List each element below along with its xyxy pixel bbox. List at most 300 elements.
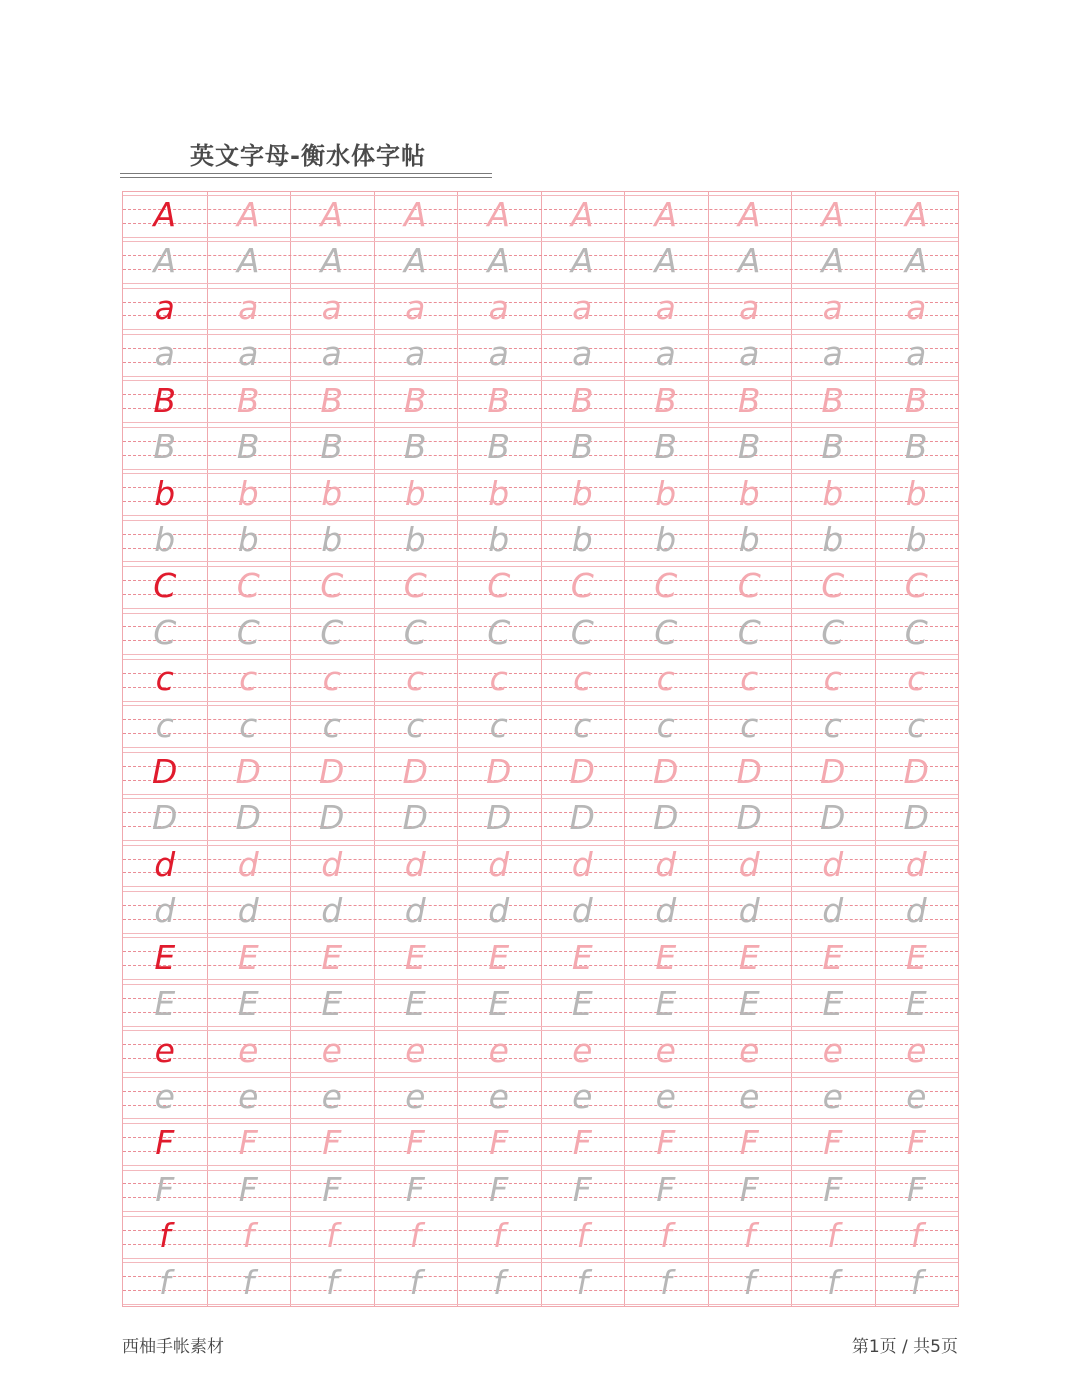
trace-letter: A xyxy=(570,241,594,281)
trace-letter: F xyxy=(405,1169,425,1209)
practice-cell xyxy=(207,331,291,377)
practice-row xyxy=(123,795,958,841)
trace-letter: F xyxy=(572,1169,592,1209)
practice-cell xyxy=(875,1167,959,1213)
practice-cell xyxy=(123,1074,207,1120)
trace-letter: a xyxy=(488,287,509,327)
practice-cell xyxy=(708,424,792,470)
trace-letter: d xyxy=(404,844,426,884)
practice-cell xyxy=(875,471,959,517)
practice-cell xyxy=(123,517,207,563)
practice-cell xyxy=(541,981,625,1027)
trace-letter: a xyxy=(488,334,509,374)
model-letter: E xyxy=(154,937,176,977)
practice-cell xyxy=(708,378,792,424)
practice-cell xyxy=(290,1028,374,1074)
trace-letter: D xyxy=(569,798,595,838)
trace-letter: C xyxy=(821,566,845,606)
practice-cell xyxy=(791,1260,875,1306)
trace-letter: e xyxy=(655,1030,676,1070)
practice-cell xyxy=(624,1260,708,1306)
trace-letter: F xyxy=(238,1123,258,1163)
practice-cell xyxy=(374,238,458,284)
practice-cell xyxy=(374,285,458,331)
practice-cell xyxy=(541,192,625,238)
trace-letter: D xyxy=(319,798,345,838)
trace-letter: c xyxy=(322,705,341,745)
trace-letter: a xyxy=(572,287,593,327)
trace-letter: b xyxy=(154,519,176,559)
practice-cell xyxy=(457,1074,541,1120)
trace-letter: b xyxy=(822,473,844,513)
practice-cell xyxy=(290,378,374,424)
practice-cell xyxy=(123,703,207,749)
trace-letter: E xyxy=(905,937,927,977)
practice-cell xyxy=(541,1074,625,1120)
trace-letter: E xyxy=(404,937,426,977)
trace-letter: D xyxy=(486,798,512,838)
trace-letter: B xyxy=(737,380,761,420)
trace-letter: d xyxy=(321,844,343,884)
trace-letter: e xyxy=(655,1076,676,1116)
practice-cell xyxy=(457,656,541,702)
practice-cell xyxy=(624,563,708,609)
trace-letter: c xyxy=(155,705,174,745)
practice-cell xyxy=(708,981,792,1027)
practice-cell xyxy=(457,517,541,563)
trace-letter: D xyxy=(903,798,929,838)
trace-letter: b xyxy=(571,473,593,513)
practice-cell xyxy=(541,888,625,934)
trace-letter: F xyxy=(739,1123,759,1163)
trace-letter: D xyxy=(486,752,512,791)
practice-cell xyxy=(791,656,875,702)
trace-letter: A xyxy=(487,195,511,234)
practice-cell xyxy=(624,935,708,981)
trace-letter: E xyxy=(738,984,760,1024)
practice-cell xyxy=(457,1213,541,1259)
practice-cell xyxy=(791,424,875,470)
practice-cell xyxy=(123,1120,207,1166)
trace-letter: e xyxy=(906,1076,927,1116)
trace-letter: F xyxy=(656,1169,676,1209)
trace-letter: f xyxy=(158,1262,171,1302)
practice-cell xyxy=(791,610,875,656)
practice-cell xyxy=(624,1120,708,1166)
trace-letter: e xyxy=(572,1076,593,1116)
practice-cell xyxy=(457,1260,541,1306)
practice-cell xyxy=(791,1167,875,1213)
practice-cell xyxy=(207,238,291,284)
trace-letter: f xyxy=(826,1216,839,1256)
practice-cell xyxy=(624,1213,708,1259)
trace-letter: a xyxy=(739,287,760,327)
trace-letter: D xyxy=(235,798,261,838)
practice-cell xyxy=(290,1074,374,1120)
trace-letter: f xyxy=(242,1262,255,1302)
practice-cell xyxy=(624,981,708,1027)
practice-cell xyxy=(541,842,625,888)
practice-cell xyxy=(624,842,708,888)
practice-cell xyxy=(791,378,875,424)
practice-cell xyxy=(875,238,959,284)
trace-letter: d xyxy=(822,844,844,884)
trace-letter: c xyxy=(907,659,926,699)
practice-cell xyxy=(791,935,875,981)
trace-letter: D xyxy=(152,798,178,838)
trace-letter: F xyxy=(489,1123,509,1163)
model-letter: C xyxy=(153,566,177,606)
practice-cell xyxy=(374,703,458,749)
practice-row xyxy=(123,1028,958,1074)
trace-letter: b xyxy=(404,473,426,513)
practice-cell xyxy=(791,238,875,284)
practice-cell xyxy=(708,1213,792,1259)
trace-letter: f xyxy=(409,1216,422,1256)
practice-cell xyxy=(207,1167,291,1213)
trace-letter: F xyxy=(906,1123,926,1163)
practice-cell xyxy=(541,331,625,377)
practice-cell xyxy=(207,1260,291,1306)
trace-letter: c xyxy=(406,705,425,745)
practice-row xyxy=(123,703,958,749)
practice-cell xyxy=(123,331,207,377)
practice-cell xyxy=(875,1260,959,1306)
practice-cell xyxy=(207,981,291,1027)
practice-cell xyxy=(791,703,875,749)
trace-letter: d xyxy=(655,891,677,931)
practice-cell xyxy=(457,1120,541,1166)
trace-letter: A xyxy=(403,241,427,281)
practice-cell xyxy=(541,1260,625,1306)
trace-letter: D xyxy=(736,798,762,838)
practice-cell xyxy=(374,424,458,470)
trace-letter: F xyxy=(155,1169,175,1209)
trace-letter: c xyxy=(740,705,759,745)
practice-cell xyxy=(207,888,291,934)
trace-letter: A xyxy=(737,195,761,234)
practice-cell xyxy=(457,563,541,609)
practice-cell xyxy=(624,1028,708,1074)
trace-letter: a xyxy=(906,287,927,327)
trace-letter: A xyxy=(236,241,260,281)
practice-cell xyxy=(457,981,541,1027)
practice-cell xyxy=(374,981,458,1027)
practice-cell xyxy=(791,285,875,331)
practice-cell xyxy=(457,471,541,517)
trace-letter: E xyxy=(738,937,760,977)
trace-letter: C xyxy=(320,612,344,652)
trace-letter: E xyxy=(571,937,593,977)
trace-letter: E xyxy=(655,984,677,1024)
trace-letter: a xyxy=(572,334,593,374)
practice-row xyxy=(123,935,958,981)
trace-letter: d xyxy=(738,844,760,884)
practice-cell xyxy=(290,1260,374,1306)
practice-cell xyxy=(290,1120,374,1166)
practice-cell xyxy=(791,471,875,517)
trace-letter: c xyxy=(907,705,926,745)
model-letter: B xyxy=(153,380,177,420)
practice-cell xyxy=(541,1120,625,1166)
practice-cell xyxy=(123,888,207,934)
practice-cell xyxy=(875,517,959,563)
trace-letter: E xyxy=(321,984,343,1024)
practice-cell xyxy=(791,1028,875,1074)
trace-letter: B xyxy=(570,427,594,467)
practice-cell xyxy=(207,517,291,563)
practice-cell xyxy=(123,935,207,981)
practice-cell xyxy=(123,1167,207,1213)
trace-letter: F xyxy=(823,1169,843,1209)
trace-letter: B xyxy=(236,427,260,467)
trace-letter: A xyxy=(904,195,928,234)
practice-cell xyxy=(123,981,207,1027)
trace-letter: b xyxy=(738,473,760,513)
practice-grid xyxy=(122,191,959,1307)
practice-cell xyxy=(290,424,374,470)
title-underline xyxy=(120,173,492,178)
page-title: 英文字母-衡水体字帖 xyxy=(190,142,426,170)
trace-letter: E xyxy=(488,937,510,977)
practice-cell xyxy=(374,1028,458,1074)
trace-letter: c xyxy=(823,705,842,745)
trace-letter: F xyxy=(489,1169,509,1209)
trace-letter: D xyxy=(653,798,679,838)
practice-cell xyxy=(207,378,291,424)
practice-cell xyxy=(708,1074,792,1120)
practice-cell xyxy=(374,610,458,656)
practice-row xyxy=(123,517,958,563)
practice-cell xyxy=(541,703,625,749)
practice-cell xyxy=(207,749,291,795)
practice-cell xyxy=(791,331,875,377)
trace-letter: F xyxy=(322,1123,342,1163)
trace-letter: e xyxy=(321,1030,342,1070)
practice-cell xyxy=(708,1028,792,1074)
practice-cell xyxy=(541,517,625,563)
trace-letter: B xyxy=(654,427,678,467)
trace-letter: d xyxy=(571,844,593,884)
trace-letter: C xyxy=(487,566,511,606)
practice-cell xyxy=(875,703,959,749)
practice-cell xyxy=(374,331,458,377)
trace-letter: B xyxy=(403,380,427,420)
practice-cell xyxy=(207,610,291,656)
trace-letter: a xyxy=(238,287,259,327)
trace-letter: C xyxy=(487,612,511,652)
trace-letter: B xyxy=(821,380,845,420)
practice-cell xyxy=(708,888,792,934)
practice-cell xyxy=(791,842,875,888)
practice-cell xyxy=(624,656,708,702)
practice-cell xyxy=(374,888,458,934)
trace-letter: f xyxy=(325,1262,338,1302)
trace-letter: F xyxy=(238,1169,258,1209)
practice-cell xyxy=(541,563,625,609)
practice-cell xyxy=(290,981,374,1027)
trace-letter: F xyxy=(906,1169,926,1209)
trace-letter: e xyxy=(238,1076,259,1116)
practice-cell xyxy=(624,517,708,563)
practice-cell xyxy=(374,517,458,563)
practice-cell xyxy=(791,563,875,609)
trace-letter: d xyxy=(488,844,510,884)
practice-cell xyxy=(791,192,875,238)
model-letter: A xyxy=(153,195,177,234)
trace-letter: e xyxy=(405,1030,426,1070)
practice-cell xyxy=(624,238,708,284)
trace-letter: f xyxy=(576,1262,589,1302)
practice-row xyxy=(123,1074,958,1120)
trace-letter: a xyxy=(655,287,676,327)
practice-cell xyxy=(207,192,291,238)
trace-letter: A xyxy=(821,195,845,234)
practice-cell xyxy=(457,1167,541,1213)
practice-cell xyxy=(457,888,541,934)
trace-letter: f xyxy=(492,1262,505,1302)
trace-letter: A xyxy=(320,241,344,281)
practice-cell xyxy=(708,285,792,331)
trace-letter: a xyxy=(405,334,426,374)
trace-letter: E xyxy=(321,937,343,977)
trace-letter: B xyxy=(487,380,511,420)
trace-letter: f xyxy=(826,1262,839,1302)
practice-cell xyxy=(374,1213,458,1259)
practice-cell xyxy=(290,238,374,284)
trace-letter: a xyxy=(405,287,426,327)
practice-cell xyxy=(875,656,959,702)
trace-letter: F xyxy=(823,1123,843,1163)
trace-letter: e xyxy=(321,1076,342,1116)
practice-cell xyxy=(708,471,792,517)
trace-letter: f xyxy=(409,1262,422,1302)
trace-letter: C xyxy=(904,612,928,652)
trace-letter: e xyxy=(822,1030,843,1070)
practice-cell xyxy=(624,888,708,934)
trace-letter: b xyxy=(905,519,927,559)
practice-cell xyxy=(207,1028,291,1074)
practice-cell xyxy=(875,1074,959,1120)
trace-letter: E xyxy=(905,984,927,1024)
practice-cell xyxy=(374,378,458,424)
model-letter: c xyxy=(155,659,174,699)
model-letter: D xyxy=(152,752,178,791)
trace-letter: D xyxy=(903,752,929,791)
practice-cell xyxy=(708,749,792,795)
practice-cell xyxy=(875,1028,959,1074)
practice-cell xyxy=(290,610,374,656)
trace-letter: e xyxy=(154,1076,175,1116)
practice-cell xyxy=(123,656,207,702)
trace-letter: B xyxy=(570,380,594,420)
model-letter: f xyxy=(158,1216,171,1256)
practice-cell xyxy=(207,285,291,331)
practice-cell xyxy=(457,424,541,470)
trace-letter: a xyxy=(822,334,843,374)
trace-letter: C xyxy=(737,612,761,652)
trace-letter: E xyxy=(488,984,510,1024)
trace-letter: B xyxy=(654,380,678,420)
practice-cell xyxy=(290,331,374,377)
practice-cell xyxy=(875,192,959,238)
practice-cell xyxy=(708,192,792,238)
trace-letter: F xyxy=(322,1169,342,1209)
trace-letter: C xyxy=(904,566,928,606)
trace-letter: c xyxy=(406,659,425,699)
trace-letter: a xyxy=(655,334,676,374)
practice-cell xyxy=(457,238,541,284)
practice-cell xyxy=(624,610,708,656)
footer-page-info: 第1页 / 共5页 xyxy=(851,1337,958,1357)
trace-letter: c xyxy=(239,659,258,699)
trace-letter: C xyxy=(153,612,177,652)
practice-cell xyxy=(875,424,959,470)
trace-letter: d xyxy=(321,891,343,931)
practice-row xyxy=(123,471,958,517)
trace-letter: c xyxy=(740,659,759,699)
trace-letter: D xyxy=(402,798,428,838)
trace-letter: f xyxy=(910,1262,923,1302)
practice-cell xyxy=(708,703,792,749)
practice-cell xyxy=(708,238,792,284)
practice-cell xyxy=(374,1167,458,1213)
trace-letter: e xyxy=(739,1076,760,1116)
trace-letter: a xyxy=(739,334,760,374)
trace-letter: f xyxy=(242,1216,255,1256)
trace-letter: C xyxy=(403,612,427,652)
practice-cell xyxy=(123,285,207,331)
trace-letter: c xyxy=(489,705,508,745)
practice-cell xyxy=(457,795,541,841)
trace-letter: C xyxy=(570,566,594,606)
practice-cell xyxy=(290,471,374,517)
practice-cell xyxy=(875,888,959,934)
practice-cell xyxy=(708,331,792,377)
practice-cell xyxy=(624,703,708,749)
trace-letter: B xyxy=(236,380,260,420)
trace-letter: E xyxy=(822,984,844,1024)
trace-letter: e xyxy=(488,1076,509,1116)
practice-cell xyxy=(541,795,625,841)
trace-letter: d xyxy=(237,844,259,884)
trace-letter: f xyxy=(492,1216,505,1256)
trace-letter: A xyxy=(570,195,594,234)
practice-cell xyxy=(374,1260,458,1306)
practice-row xyxy=(123,331,958,377)
practice-cell xyxy=(541,656,625,702)
trace-letter: f xyxy=(659,1216,672,1256)
trace-letter: E xyxy=(822,937,844,977)
practice-cell xyxy=(541,1213,625,1259)
practice-cell xyxy=(457,192,541,238)
practice-cell xyxy=(123,471,207,517)
practice-cell xyxy=(708,1260,792,1306)
trace-letter: D xyxy=(319,752,345,791)
model-letter: b xyxy=(154,473,176,513)
trace-letter: A xyxy=(821,241,845,281)
model-letter: a xyxy=(154,287,175,327)
practice-cell xyxy=(207,424,291,470)
practice-cell xyxy=(374,935,458,981)
practice-cell xyxy=(624,424,708,470)
trace-letter: b xyxy=(905,473,927,513)
trace-letter: a xyxy=(238,334,259,374)
trace-letter: d xyxy=(571,891,593,931)
practice-cell xyxy=(374,563,458,609)
trace-letter: d xyxy=(488,891,510,931)
trace-letter: c xyxy=(656,705,675,745)
